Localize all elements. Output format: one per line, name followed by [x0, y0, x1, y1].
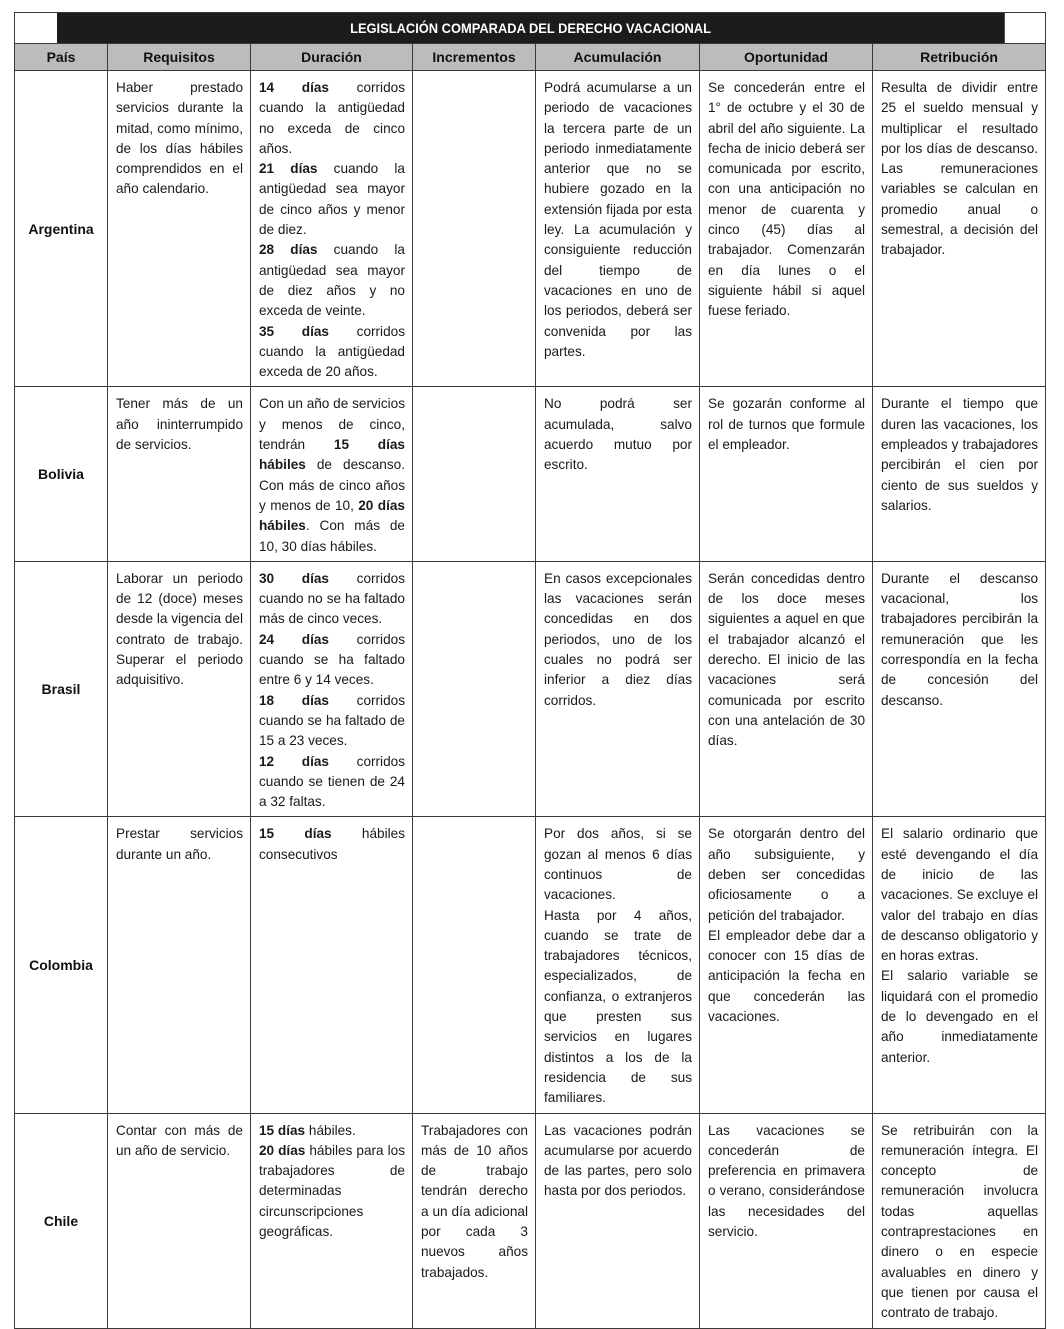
country-cell: Bolivia [15, 387, 108, 561]
requisitos-cell: Contar con más de un año de servicio. [108, 1113, 251, 1328]
duracion-text: hábiles para los trabajadores de determinadas circunscripciones geográficas. [259, 1142, 405, 1240]
retribucion-cell: Se retribuirán con la remuneración íntegra. El concepto de remuneración involucra todas aquellas contraprestaciones en dinero o en especie avaluables en dinero y que tienen por causa el contrato de trabajo. [873, 1113, 1046, 1328]
duracion-text: corridos cuando la antigüedad no exceda de cinco años. [259, 80, 405, 156]
duracion-text: cuando la antigüedad sea mayor de cinco años y menor de diez. [259, 161, 405, 238]
acumulacion-paragraph: Por dos años, si se gozan al menos 6 días continuos de vacaciones. [544, 826, 692, 903]
table-row-brasil [15, 561, 1046, 817]
duracion-text: hábiles. [305, 1122, 356, 1138]
duracion-line [259, 752, 405, 813]
acumulacion-cell: Podrá acumularse a un periodo de vacaciones la tercera parte de un periodo inmediatamente anterior que no se hubiere gozado en la extensión fijada por esta ley. La acumulación y consiguiente reducción del tiempo de vacaciones en uno de los periodos, deberá ser convenida por las partes. [536, 71, 700, 387]
incrementos-cell: Trabajadores con más de 10 años de trabajo tendrán derecho a un día adicional por cada 3 nuevos años trabajados. [413, 1113, 536, 1328]
column-header-duracion: Duración [251, 44, 413, 71]
column-header-oportunidad: Oportunidad [700, 44, 873, 71]
acumulacion-cell: Las vacaciones podrán acumularse por acuerdo de las partes, pero solo hasta por dos periodos. [536, 1113, 700, 1328]
column-header-acumulacion: Acumulación [536, 44, 700, 71]
column-header-incrementos: Incrementos [413, 44, 536, 71]
duracion-line [259, 159, 405, 240]
duracion-text: Con un año de servicios y menos de cinco, tendrán [259, 396, 405, 453]
duracion-text: cuando la antigüedad sea mayor de diez años y no exceda de veinte. [259, 242, 405, 319]
country-cell: Brasil [15, 561, 108, 817]
duracion-days: 20 días [259, 1142, 306, 1158]
duracion-cell [251, 1113, 413, 1328]
oportunidad-cell: Se gozarán conforme al rol de turnos que formule el empleador. [700, 387, 873, 561]
duracion-days: 20 días hábiles [259, 497, 405, 534]
duracion-days: 21 días [259, 161, 318, 177]
retribucion-paragraph: El salario variable se liquidará con el promedio de lo devengado en el año inmediatamente anterior. [881, 968, 1039, 1065]
duracion-cell [251, 387, 413, 561]
oportunidad-cell: Las vacaciones se concederán de preferencia en primavera o verano, considerándose las necesidades del servicio. [700, 1113, 873, 1328]
duracion-line [259, 322, 405, 383]
requisitos-cell: Laborar un periodo de 12 (doce) meses desde la vigencia del contrato de trabajo. Superar el periodo adquisitivo. [108, 561, 251, 817]
comparative-table-sheet [14, 12, 1045, 1329]
retribucion-cell [873, 817, 1046, 1113]
duracion-text: corridos cuando la antigüedad exceda de 20 años. [259, 323, 405, 380]
duracion-cell [251, 71, 413, 387]
duracion-days: 35 días [259, 323, 329, 339]
duracion-line [259, 240, 405, 321]
acumulacion-cell: En casos excepcionales las vacaciones serán concedidas en dos periodos, uno de los cuales no podrá ser inferior a diez días corridos. [536, 561, 700, 817]
requisitos-cell: Prestar servicios durante un año. [108, 817, 251, 1113]
duracion-days: 30 días [259, 570, 329, 586]
country-cell: Argentina [15, 71, 108, 387]
oportunidad-cell: Se concederán entre el 1° de octubre y el 30 de abril del año siguiente. La fecha de inicio deberá ser comunicada por escrito, con una anticipación no menor de cuarenta y cinco (45) días al trabajador. Comenzarán en día lunes o el siguiente hábil si aquel fuese feriado. [700, 71, 873, 387]
duracion-cell [251, 817, 413, 1113]
duracion-text: hábiles consecutivos [259, 826, 405, 862]
requisitos-cell: Haber prestado servicios durante la mitad, como mínimo, de los días hábiles comprendidos en el año calendario. [108, 71, 251, 387]
acumulacion-paragraph: Hasta por 4 años, cuando se trate de trabajadores técnicos, especializados, de confianza, o extranjeros que presten sus servicios en lugares distintos a los de la residencia de sus familiares. [544, 907, 692, 1106]
retribucion-cell: Durante el descanso vacacional, los trabajadores percibirán la remuneración que les correspondía en la fecha de concesión del descanso. [873, 561, 1046, 817]
incrementos-cell [413, 561, 536, 817]
duracion-line [259, 569, 405, 630]
duracion-days: 18 días [259, 692, 329, 708]
duracion-line [259, 1121, 405, 1141]
table-row-chile [15, 1113, 1046, 1328]
duracion-line [259, 1141, 405, 1242]
acumulacion-cell [536, 817, 700, 1113]
duracion-line [259, 691, 405, 752]
duracion-line [259, 630, 405, 691]
duracion-text: de descanso. Con más de cinco años y menos de 10, [259, 457, 405, 513]
duracion-days: 15 días hábiles [259, 437, 405, 473]
table-row-bolivia [15, 387, 1046, 561]
column-header-retribucion: Retribución [873, 44, 1046, 71]
retribucion-cell: Durante el tiempo que duren las vacaciones, los empleados y trabajadores percibirán el cien por ciento de sus sueldos y salarios. [873, 387, 1046, 561]
oportunidad-paragraph: El empleador debe dar a conocer con 15 días de anticipación la fecha en que concederán las vacaciones. [708, 927, 865, 1025]
duracion-text: . Con más de 10, 30 días hábiles. [259, 518, 405, 554]
incrementos-cell [413, 387, 536, 561]
comparative-vacation-law-table [14, 12, 1046, 1329]
duracion-days: 24 días [259, 631, 329, 647]
requisitos-cell: Tener más de un año ininterrumpido de servicios. [108, 387, 251, 561]
oportunidad-cell [700, 817, 873, 1113]
oportunidad-paragraph: Se otorgarán dentro del año subsiguiente, y deben ser concedidas oficiosamente o a petición del trabajador. [708, 826, 865, 923]
incrementos-cell [413, 71, 536, 387]
duracion-days: 28 días [259, 242, 318, 258]
oportunidad-cell: Serán concedidas dentro de los doce meses siguientes a aquel en que el trabajador alcanzó el derecho. El inicio de las vacaciones será comunicada por escrito con una antelación de 30 días. [700, 561, 873, 817]
column-header-pais: País [15, 44, 108, 71]
table-row-argentina [15, 71, 1046, 387]
duracion-days: 14 días [259, 80, 329, 95]
acumulacion-cell: No podrá ser acumulada, salvo acuerdo mutuo por escrito. [536, 387, 700, 561]
retribucion-paragraph: El salario ordinario que esté devengando el día de inicio de las vacaciones. Se excluye el valor del trabajo en días de descanso obligatorio y en horas extras. [881, 826, 1039, 964]
country-cell: Colombia [15, 817, 108, 1113]
duracion-days: 15 días [259, 826, 332, 842]
duracion-cell [251, 561, 413, 817]
table-row-colombia [15, 817, 1046, 1113]
duracion-days: 12 días [259, 753, 329, 769]
table-title [56, 13, 1005, 44]
retribucion-cell: Resulta de dividir entre 25 el sueldo mensual y multiplicar el resultado por los días de descanso. Las remuneraciones variables se calculan en promedio anual o semestral, a decisión del trabajador. [873, 71, 1046, 387]
duracion-text: corridos cuando se ha faltado de 15 a 23 veces. [259, 692, 405, 749]
duracion-text: corridos cuando no se ha faltado más de cinco veces. [259, 570, 405, 627]
column-header-requisitos: Requisitos [108, 44, 251, 71]
country-cell: Chile [15, 1113, 108, 1328]
incrementos-cell [413, 817, 536, 1113]
table-title-text: LEGISLACIÓN COMPARADA DEL DERECHO VACACIONAL [349, 20, 711, 36]
duracion-text: corridos cuando se tienen de 24 a 32 faltas. [259, 753, 405, 810]
duracion-line [259, 78, 405, 159]
duracion-days: 15 días [259, 1122, 306, 1138]
duracion-text: corridos cuando se ha faltado entre 6 y 14 veces. [259, 631, 405, 688]
